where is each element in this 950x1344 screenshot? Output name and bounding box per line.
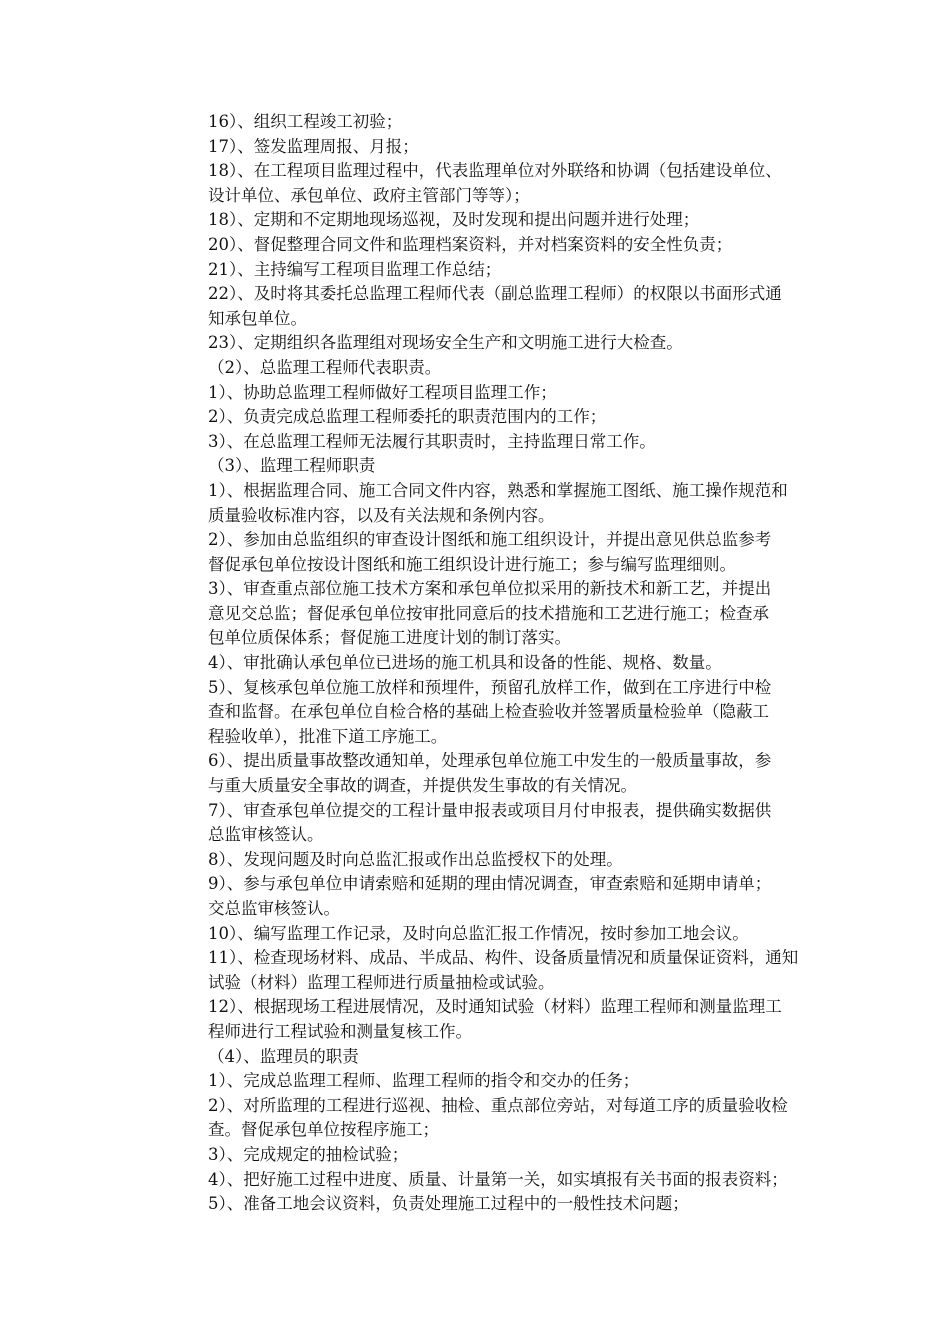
text-line: 18）、定期和不定期地现场巡视，及时发现和提出问题并进行处理； [208, 210, 700, 230]
text-line: （4）、监理员的职责 [208, 1046, 359, 1066]
text-line: 16）、组织工程竣工初验； [208, 112, 403, 131]
text-line: 2）、对所监理的工程进行巡视、抽检、重点部位旁站，对每道工序的质量验收检 [208, 1095, 788, 1115]
text-line: 质量验收标准内容，以及有关法规和条例内容。 [208, 505, 555, 525]
text-line: 程师进行工程试验和测量复核工作。 [208, 1021, 472, 1041]
text-line: 设计单位、承包单位、政府主管部门等等）； [208, 185, 530, 205]
text-line: （3）、监理工程师职责 [208, 456, 376, 476]
text-line: （2）、总监理工程师代表职责。 [208, 357, 442, 377]
text-line: 17）、签发监理周报、月报； [208, 136, 419, 156]
text-line: 4）、把好施工过程中进度、质量、计量第一关，如实填报有关书面的报表资料； [208, 1169, 788, 1189]
text-line: 3）、完成规定的抽检试验； [208, 1144, 409, 1164]
text-line: 与重大质量安全事故的调查，并提供发生事故的有关情况。 [208, 776, 637, 796]
text-line: 8）、发现问题及时向总监汇报或作出总监授权下的处理。 [208, 849, 623, 869]
text-line: 查。督促承包单位按程序施工； [208, 1120, 439, 1140]
text-line: 12）、根据现场工程进展情况，及时通知试验（材料）监理工程师和测量监理工 [208, 997, 782, 1017]
text-line: 试验（材料）监理工程师进行质量抽检或试验。 [208, 972, 555, 992]
text-line: 3）、审查重点部位施工技术方案和承包单位拟采用的新技术和新工艺，并提出 [208, 579, 772, 599]
text-line: 7）、审查承包单位提交的工程计量申报表或项目月付申报表，提供确实数据供 [208, 800, 772, 820]
text-line: 1）、完成总监理工程师、监理工程师的指令和交办的任务； [208, 1071, 640, 1091]
document-body [208, 110, 858, 1217]
text-line: 意见交总监；督促承包单位按审批同意后的技术措施和工艺进行施工；检查承 [208, 603, 769, 623]
text-line: 程验收单），批准下道工序施工。 [208, 726, 448, 746]
text-line: 4）、审批确认承包单位已进场的施工机具和设备的性能、规格、数量。 [208, 653, 722, 673]
text-line: 知承包单位。 [208, 308, 307, 328]
text-line: 10）、编写监理工作记录，及时向总监汇报工作情况，按时参加工地会议。 [208, 923, 749, 943]
text-line: 11）、检查现场材料、成品、半成品、构件、设备质量情况和质量保证资料，通知 [208, 948, 799, 968]
text-line: 总监审核签认。 [208, 825, 324, 845]
text-line: 1）、协助总监理工程师做好工程项目监理工作； [208, 382, 557, 402]
text-line: 2）、负责完成总监理工程师委托的职责范围内的工作； [208, 407, 607, 427]
text-line: 23）、定期组织各监理组对现场安全生产和文明施工进行大检查。 [208, 333, 683, 353]
text-line: 5）、复核承包单位施工放样和预埋件，预留孔放样工作，做到在工序进行中检 [208, 677, 772, 697]
text-line: 22）、及时将其委托总监理工程师代表（副总监理工程师）的权限以书面形式通 [208, 284, 782, 304]
text-line: 20）、督促整理合同文件和监理档案资料，并对档案资料的安全性负责； [208, 234, 733, 254]
text-line: 21）、主持编写工程项目监理工作总结； [208, 259, 502, 279]
text-line: 查和监督。在承包单位自检合格的基础上检查验收并签署质量检验单（隐蔽工 [208, 702, 769, 722]
text-line: 1）、根据监理合同、施工合同文件内容，熟悉和掌握施工图纸、施工操作规范和 [208, 480, 788, 500]
text-line: 3）、在总监理工程师无法履行其职责时，主持监理日常工作。 [208, 431, 656, 451]
text-line: 交总监审核签认。 [208, 899, 340, 918]
text-line: 督促承包单位按设计图纸和施工组织设计进行施工；参与编写监理细则。 [208, 554, 736, 574]
text-line: 2）、参加由总监组织的审查设计图纸和施工组织设计，并提出意见供总监参考 [208, 530, 772, 550]
text-line: 9）、参与承包单位申请索赔和延期的理由情况调查，审查索赔和延期申请单； [208, 874, 772, 894]
text-line: 6）、提出质量事故整改通知单，处理承包单位施工中发生的一般质量事故，参 [208, 751, 772, 771]
text-line: 18）、在工程项目监理过程中，代表监理单位对外联络和协调（包括建设单位、 [208, 161, 782, 181]
text-line: 5）、准备工地会议资料，负责处理施工过程中的一般性技术问题； [208, 1194, 689, 1214]
text-line: 包单位质保体系；督促施工进度计划的制订落实。 [208, 628, 571, 648]
